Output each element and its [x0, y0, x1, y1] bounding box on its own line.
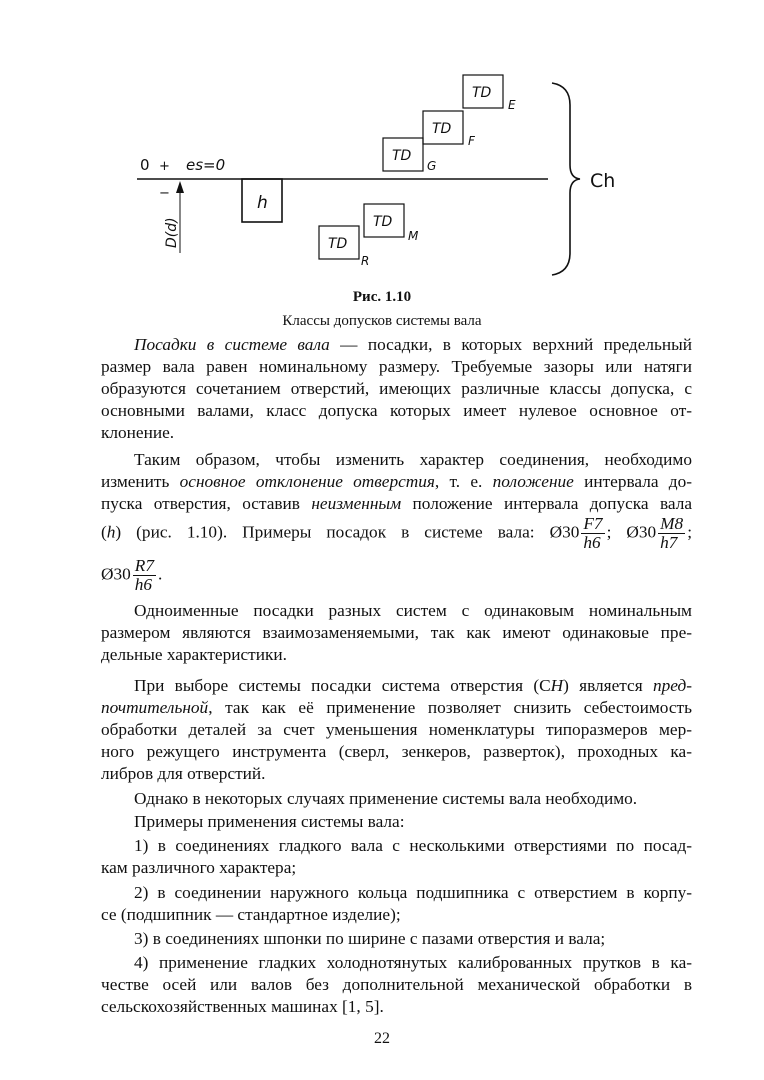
text-line: [134, 600, 692, 622]
text-segment: основными валами, класс допуска которых имеет нулевое основное от-: [101, 401, 692, 420]
text-line: [101, 557, 692, 594]
text-line: [134, 952, 692, 974]
fraction-numerator: F7: [583, 514, 603, 533]
tolerance-label: TD: [373, 214, 393, 230]
system-label: Ch: [590, 170, 616, 192]
text-line: [134, 928, 692, 950]
text-segment: клонение.: [101, 423, 175, 442]
page-number: 22: [374, 1030, 390, 1047]
text-line: [101, 857, 692, 879]
text-segment: размером являются взаимозаменяемыми, так как имеют одинаковые пре-: [101, 623, 692, 642]
text-segment: Примеры применения системы вала:: [134, 812, 405, 831]
text-segment: 4) применение гладких холоднотянутых калиброванных прутков в ка-: [134, 953, 692, 972]
italic-text: Н: [550, 676, 564, 695]
text-segment: Ø30: [101, 564, 131, 584]
text-segment: ) (рис. 1.10). Примеры посадок в системе вала: Ø30: [115, 522, 580, 542]
text-line: [101, 400, 692, 422]
text-segment: се (подшипник — стандартное изделие);: [101, 905, 401, 924]
figure-caption: Классы допусков системы вала: [282, 313, 482, 329]
text-segment: сельскохозяйственных машинах [1, 5].: [101, 997, 384, 1016]
text-line: [101, 422, 692, 444]
text-segment: ного режущего инструмента (сверл, зенкеров, разверток), проходных ка-: [101, 742, 692, 761]
tolerance-label: TD: [392, 148, 412, 164]
tolerance-diagram: [0, 0, 764, 290]
italic-text: h: [106, 522, 116, 542]
text-line: [134, 882, 692, 904]
text-segment: интервала до-: [573, 472, 692, 491]
text-line: [101, 622, 692, 644]
text-line: [101, 763, 692, 785]
text-segment: Таким образом, чтобы изменить характер соединения, необходимо: [134, 450, 692, 469]
hole-class-label: M: [408, 229, 419, 243]
es-label: es=0: [186, 156, 226, 174]
fraction-denominator: h7: [660, 533, 678, 552]
italic-text: положение: [492, 472, 574, 491]
text-line: [134, 334, 692, 356]
text-line: [101, 644, 692, 666]
text-segment: размер вала равен номинальному размеру. Требуемые зазоры или натяги: [101, 357, 692, 376]
text-line: [134, 835, 692, 857]
italic-text: пред-: [652, 676, 692, 695]
text-segment: Однако в некоторых случаях применение системы вала необходимо.: [134, 789, 638, 808]
arrow-head-icon: [176, 181, 184, 193]
fraction-numerator: R7: [134, 556, 154, 575]
text-segment: либров для отверстий.: [101, 764, 266, 783]
text-segment: пуска отверстия, оставив: [101, 494, 312, 513]
text-line: [101, 356, 692, 378]
text-segment: Одноименные посадки разных систем с одинаковым номинальным: [134, 601, 692, 620]
text-line: [101, 471, 692, 493]
tolerance-label: TD: [472, 85, 492, 101]
fraction-numerator: M8: [660, 514, 684, 533]
text-segment: При выборе системы посадки система отверстия (С: [134, 676, 551, 695]
fit-fraction: [658, 515, 685, 552]
shaft-box-label: h: [257, 193, 268, 213]
text-line: [101, 697, 692, 719]
text-segment: 2) в соединении наружного кольца подшипника с отверстием в корпу-: [134, 883, 692, 902]
text-segment: положение интервала допуска вала: [401, 494, 693, 513]
fit-fraction: [581, 515, 604, 552]
text-line: [134, 811, 692, 833]
hole-class-label: R: [361, 254, 370, 268]
tolerance-label: TD: [432, 121, 452, 137]
text-line: [134, 788, 692, 810]
hole-class-label: G: [427, 159, 437, 173]
axis-label: D(d): [164, 217, 180, 248]
text-segment: образуются сочетанием отверстий, имеющих различные классы допуска, с: [101, 379, 692, 398]
text-line: [101, 996, 692, 1018]
figure-number: Рис. 1.10: [352, 289, 412, 305]
text-segment: , так как её применение позволяет снизить себестоимость: [208, 698, 692, 717]
text-segment: ;: [687, 522, 692, 542]
text-line: [134, 675, 692, 697]
fit-fraction: [133, 557, 156, 594]
minus-label: −: [159, 186, 170, 201]
plus-label: +: [159, 159, 170, 174]
text-segment: , т. е.: [434, 472, 493, 491]
text-line: [101, 515, 692, 552]
text-segment: (: [101, 522, 107, 542]
text-line: [101, 741, 692, 763]
text-line: [101, 719, 692, 741]
text-line: [134, 449, 692, 471]
text-line: [101, 493, 692, 515]
text-segment: честве осей или валов без дополнительной механической обработки в: [101, 975, 692, 994]
zero-label: 0: [140, 156, 150, 174]
italic-text: неизменным: [311, 494, 402, 513]
text-segment: 3) в соединениях шпонки по ширине с пазами отверстия и вала;: [134, 929, 606, 948]
fraction-denominator: h6: [583, 533, 601, 552]
italic-text: основное отклонение отверстия: [179, 472, 435, 491]
text-line: [101, 378, 692, 400]
tolerance-label: TD: [328, 236, 348, 252]
text-segment: .: [157, 564, 163, 584]
text-line: [101, 974, 692, 996]
text-segment: ) является: [563, 676, 653, 695]
text-segment: обработки деталей за счет уменьшения номенклатуры типоразмеров мер-: [101, 720, 692, 739]
text-segment: дельные характеристики.: [101, 645, 287, 664]
text-segment: ; Ø30: [606, 522, 657, 542]
fraction-denominator: h6: [134, 575, 153, 594]
text-segment: — посадки, в которых верхний предельный: [329, 335, 692, 354]
text-segment: кам различного характера;: [101, 858, 297, 877]
hole-class-label: F: [468, 134, 475, 148]
italic-text: почтительной: [101, 698, 209, 717]
hole-class-label: E: [508, 98, 516, 112]
brace: [552, 83, 580, 275]
text-segment: 1) в соединениях гладкого вала с несколькими отверстиями по посад-: [134, 836, 692, 855]
italic-text: Посадки в системе вала: [134, 335, 330, 354]
text-segment: изменить: [101, 472, 180, 491]
text-line: [101, 904, 692, 926]
